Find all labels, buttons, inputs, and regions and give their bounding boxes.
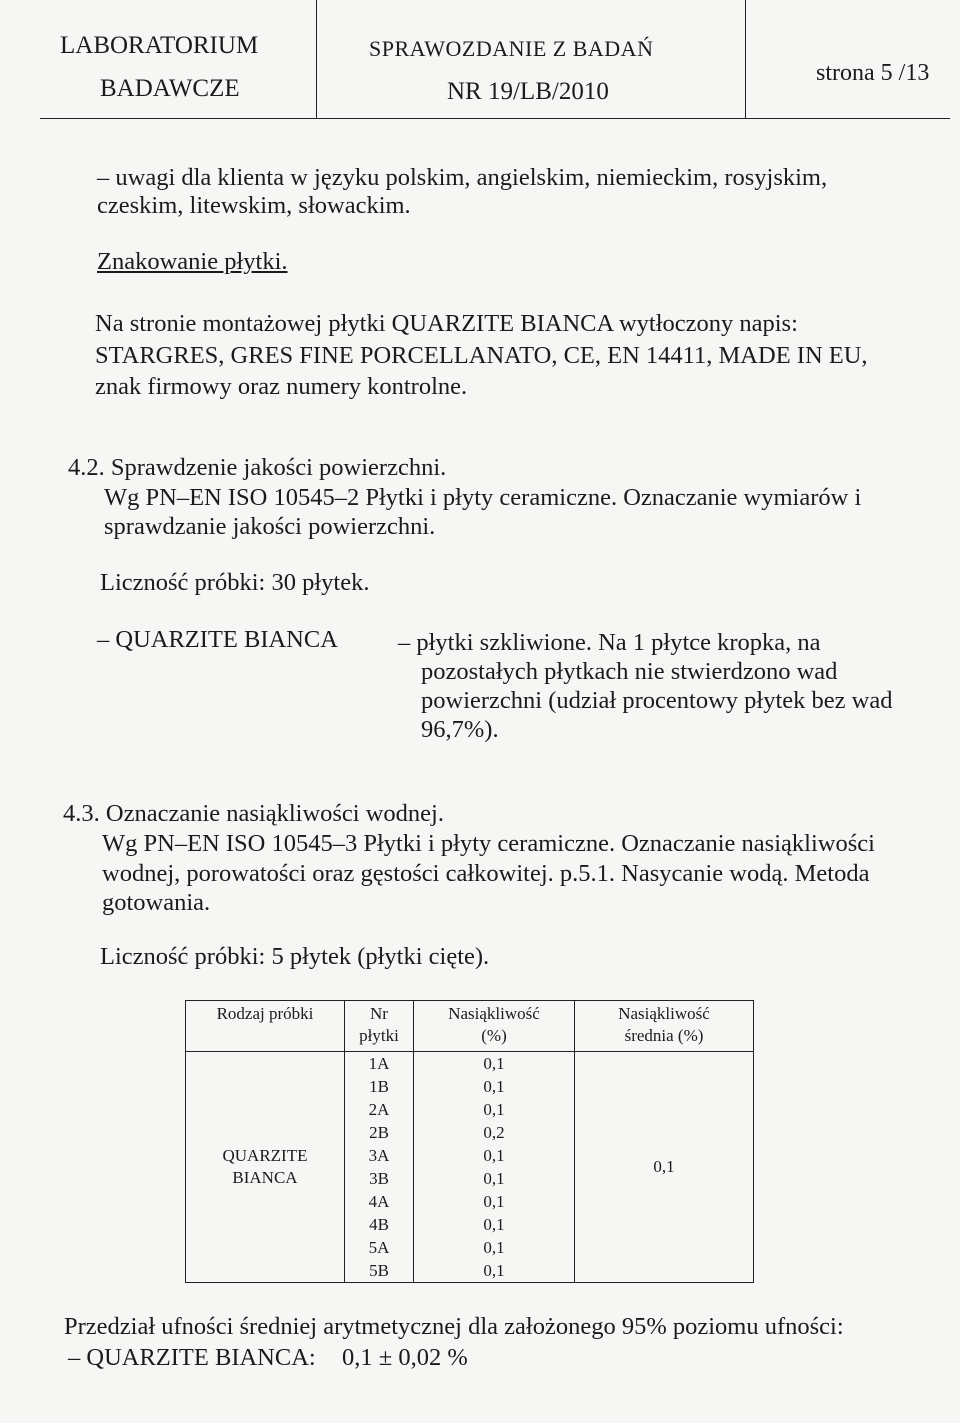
lab-name-cell [40, 0, 317, 118]
col-header-tile-no-label1: Nr [370, 1004, 388, 1023]
tile-no-cell: 1A [345, 1052, 414, 1076]
confidence-interval-line: Przedział ufności średniej arytmetycznej dla założonego 95% poziomu ufności: [64, 1313, 844, 1340]
section-4-2-standard-line2: sprawdzanie jakości powierzchni. [104, 513, 436, 540]
confidence-interval-product: – QUARZITE BIANCA: [68, 1344, 316, 1371]
report-title: SPRAWOZDANIE Z BADAŃ [369, 36, 654, 61]
marking-line2: STARGRES, GRES FINE PORCELLANATO, CE, EN 14411, MADE IN EU, [95, 342, 868, 369]
section-4-2-result-line4: 96,7%). [421, 716, 499, 743]
col-header-tile-no [345, 1001, 414, 1052]
tile-no-cell: 3A [345, 1144, 414, 1167]
section-4-3-title: 4.3. Oznaczanie nasiąkliwości wodnej. [63, 800, 444, 827]
section-4-2-result-line3: powierzchni (udział procentowy płytek bez wad [421, 687, 893, 714]
report-header [40, 0, 950, 119]
lab-name-line2: BADAWCZE [100, 75, 240, 102]
tile-no-cell: 4B [345, 1213, 414, 1236]
table-row [186, 1052, 754, 1076]
col-header-sample-type [186, 1001, 345, 1052]
col-header-absorption-label2: (%) [481, 1026, 507, 1045]
sample-name-line1: QUARZITE [222, 1146, 308, 1165]
absorption-cell: 0,1 [414, 1052, 575, 1076]
section-4-2-result-line1: – płytki szkliwione. Na 1 płytce kropka, na [398, 629, 821, 656]
marking-line3: znak firmowy oraz numery kontrolne. [95, 373, 468, 400]
tile-no-cell: 1B [345, 1075, 414, 1098]
tile-no-cell: 5B [345, 1259, 414, 1283]
absorption-cell: 0,1 [414, 1144, 575, 1167]
col-header-absorption [414, 1001, 575, 1052]
confidence-interval-value: 0,1 ± 0,02 % [342, 1344, 468, 1371]
client-notes-line2: czeskim, litewskim, słowackim. [97, 192, 411, 219]
tile-no-cell: 5A [345, 1236, 414, 1259]
col-header-average [575, 1001, 754, 1052]
absorption-results-table [185, 1000, 754, 1283]
col-header-average-label2: średnia (%) [624, 1026, 704, 1045]
section-4-2-sample-size: Liczność próbki: 30 płytek. [100, 569, 370, 596]
section-4-3-sample-size: Liczność próbki: 5 płytek (płytki cięte). [100, 943, 490, 970]
client-notes-line1: – uwagi dla klienta w języku polskim, angielskim, niemieckim, rosyjskim, [97, 164, 828, 191]
lab-name-line1: LABORATORIUM [60, 32, 259, 59]
tile-no-cell: 2B [345, 1121, 414, 1144]
absorption-cell: 0,1 [414, 1213, 575, 1236]
tile-no-cell: 4A [345, 1190, 414, 1213]
sample-type-cell [186, 1052, 345, 1283]
col-header-sample-type-label: Rodzaj próbki [216, 1004, 314, 1023]
section-4-2-result-line2: pozostałych płytkach nie stwierdzono wad [421, 658, 838, 685]
table-header-row [186, 1001, 754, 1052]
absorption-cell: 0,1 [414, 1098, 575, 1121]
section-4-3-standard-line2: wodnej, porowatości oraz gęstości całkowitej. p.5.1. Nasycanie wodą. Metoda [102, 860, 870, 887]
page-number-cell [746, 0, 950, 118]
absorption-cell: 0,1 [414, 1236, 575, 1259]
col-header-absorption-label1: Nasiąkliwość [448, 1004, 540, 1023]
absorption-cell: 0,1 [414, 1075, 575, 1098]
marking-line1: Na stronie montażowej płytki QUARZITE BIANCA wytłoczony napis: [95, 310, 798, 337]
col-header-tile-no-label2: płytki [359, 1026, 399, 1045]
tile-no-cell: 2A [345, 1098, 414, 1121]
section-4-2-product: – QUARZITE BIANCA [97, 626, 338, 653]
tile-no-cell: 3B [345, 1167, 414, 1190]
absorption-cell: 0,1 [414, 1167, 575, 1190]
absorption-cell: 0,2 [414, 1121, 575, 1144]
report-number: NR 19/LB/2010 [447, 78, 609, 105]
page-number: strona 5 /13 [816, 60, 930, 86]
marking-heading: Znakowanie płytki. [97, 248, 288, 275]
section-4-3-standard-line1: Wg PN–EN ISO 10545–3 Płytki i płyty ceramiczne. Oznaczanie nasiąkliwości [102, 830, 875, 857]
section-4-2-standard-line1: Wg PN–EN ISO 10545–2 Płytki i płyty ceramiczne. Oznaczanie wymiarów i [104, 484, 862, 511]
average-cell: 0,1 [575, 1052, 754, 1283]
absorption-cell: 0,1 [414, 1259, 575, 1283]
sample-name-line2: BIANCA [232, 1168, 298, 1187]
section-4-2-title: 4.2. Sprawdzenie jakości powierzchni. [68, 454, 447, 481]
report-title-cell [317, 0, 746, 118]
section-4-3-standard-line3: gotowania. [102, 889, 211, 916]
absorption-cell: 0,1 [414, 1190, 575, 1213]
col-header-average-label1: Nasiąkliwość [618, 1004, 710, 1023]
